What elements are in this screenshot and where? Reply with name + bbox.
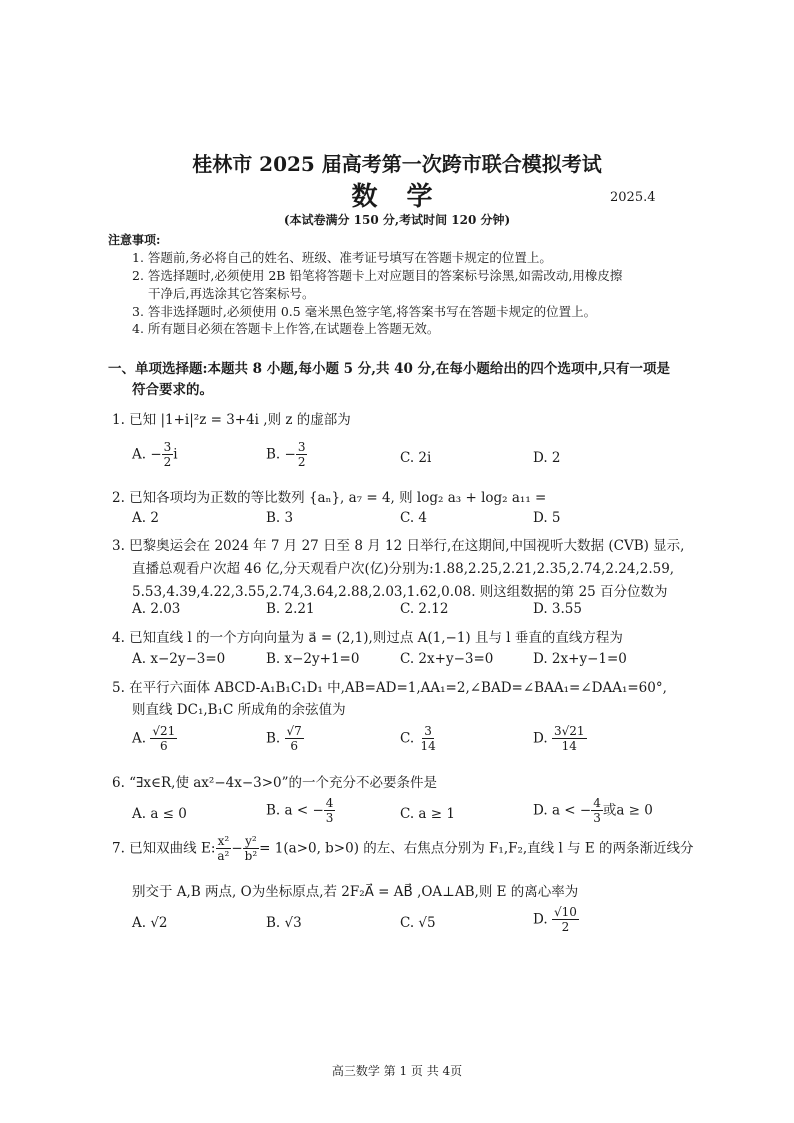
q4-option-d: D. 2x+y−1=0 <box>533 651 627 667</box>
q5-option-b: B. $\frac{√7}{6}$ <box>266 724 302 754</box>
question-1-stem: 1. 已知 |1+i|²z = 3+4i ,则 z 的虚部为 <box>112 412 351 428</box>
notice-title: 注意事项: <box>108 233 161 247</box>
question-5-stem: 5. 在平行六面体 ABCD-A₁B₁C₁D₁ 中,AB=AD=1,AA₁=2,∠BAD=∠BAA₁=∠DAA₁=60°, <box>112 680 667 696</box>
q7-option-d: D. $\frac{√10}{2}$ <box>533 905 577 935</box>
q7-option-a: A. √2 <box>132 915 168 931</box>
q4-option-a: A. x−2y−3=0 <box>132 651 226 667</box>
q2-option-a: A. 2 <box>132 510 159 526</box>
question-3-stem-cont: 5.53,4.39,4.22,3.55,2.74,3.64,2.88,2.03,1.62,0.08. 则这组数据的第 25 百分位数为 <box>132 584 668 600</box>
question-3-stem: 3. 巴黎奥运会在 2024 年 7 月 27 日至 8 月 12 日举行,在这期间,中国视听大数据 (CVB) 显示, <box>112 538 685 554</box>
notice-item: 3. 答非选择题时,必须使用 0.5 毫米黑色签字笔,将答案书写在答题卡规定的位置上。 <box>132 304 597 319</box>
question-3-stem-cont: 直播总观看户次超 46 亿,分天观看户次(亿)分别为:1.88,2.25,2.21,2.35,2.74,2.24,2.59, <box>132 561 675 577</box>
q5-option-a: A. $\frac{√21}{6}$ <box>132 724 176 754</box>
subject-title: 数 学 <box>351 182 443 212</box>
q5-option-d: D. $\frac{3√21}{14}$ <box>533 724 585 754</box>
exam-note: (本试卷满分 150 分,考试时间 120 分钟) <box>283 213 511 227</box>
question-7-stem: 7. 已知双曲线 E: $\frac{\text{x²}}{\text{a²}}$ − $\frac{\text{y²}}{\text{b²}}$ = 1(a>0, b>0) 的左、右焦点分别为 F₁,F₂,直线 l 与 E 的两条渐近线分 <box>112 834 694 864</box>
notice-item: 2. 答选择题时,必须使用 2B 铅笔将答题卡上对应题目的答案标号涂黑,如需改动,用橡皮擦 <box>132 268 623 283</box>
q6-option-a: A. a ≤ 0 <box>132 806 187 822</box>
q7-option-b: B. √3 <box>266 915 302 931</box>
q6-option-b: B. a < − $\frac{4}{3}$ <box>266 796 334 826</box>
q3-option-d: D. 3.55 <box>533 601 582 617</box>
q6-option-d: D. a < − $\frac{4}{3}$ 或a ≥ 0 <box>533 796 653 826</box>
q1-option-b: B. − $\frac{3}{2}$ <box>266 440 306 470</box>
q3-option-b: B. 2.21 <box>266 601 315 617</box>
q3-option-c: C. 2.12 <box>400 601 449 617</box>
section-heading-cont: 符合要求的。 <box>132 382 213 398</box>
notice-item: 4. 所有题目必须在答题卡上作答,在试题卷上答题无效。 <box>132 321 440 336</box>
question-2-stem: 2. 已知各项均为正数的等比数列 {aₙ}, a₇ = 4, 则 log₂ a₃ + log₂ a₁₁ = <box>112 490 547 506</box>
notice-item: 1. 答题前,务必将自己的姓名、班级、准考证号填写在答题卡规定的位置上。 <box>132 250 552 265</box>
question-4-stem: 4. 已知直线 l 的一个方向向量为 a⃗ = (2,1),则过点 A(1,−1) 且与 l 垂直的直线方程为 <box>112 630 623 646</box>
q1-option-a: A. − $\frac{3}{2}$ i <box>132 440 178 470</box>
page-footer: 高三数学 第 1 页 共 4页 <box>331 1064 463 1078</box>
q3-option-a: A. 2.03 <box>132 601 181 617</box>
q7-option-c: C. √5 <box>400 915 436 931</box>
q4-option-b: B. x−2y+1=0 <box>266 651 360 667</box>
notice-item: 干净后,再选涂其它答案标号。 <box>148 286 315 301</box>
question-6-stem: 6. “∃x∈R,使 ax²−4x−3>0”的一个充分不必要条件是 <box>112 775 438 791</box>
q6-option-c: C. a ≥ 1 <box>400 806 455 822</box>
q2-option-b: B. 3 <box>266 510 294 526</box>
question-7-stem-cont: 别交于 A,B 两点, O为坐标原点,若 2F₂A⃗ = AB⃗ ,OA⊥AB,则 E 的离心率为 <box>132 884 579 900</box>
q5-option-c: C. $\frac{3}{14}$ <box>400 724 436 754</box>
q4-option-c: C. 2x+y−3=0 <box>400 651 494 667</box>
q2-option-c: C. 4 <box>400 510 428 526</box>
q2-option-d: D. 5 <box>533 510 561 526</box>
exam-title: 桂林市 2025 届高考第一次跨市联合模拟考试 <box>192 152 602 176</box>
q1-option-d: D. 2 <box>533 450 561 466</box>
section-heading: 一、单项选择题:本题共 8 小题,每小题 5 分,共 40 分,在每小题给出的四个选项中,只有一项是 <box>108 361 671 377</box>
question-5-stem-cont: 则直线 DC₁,B₁C 所成角的余弦值为 <box>132 702 346 718</box>
q1-option-c: C. 2i <box>400 450 432 466</box>
exam-date: 2025.4 <box>610 190 656 205</box>
